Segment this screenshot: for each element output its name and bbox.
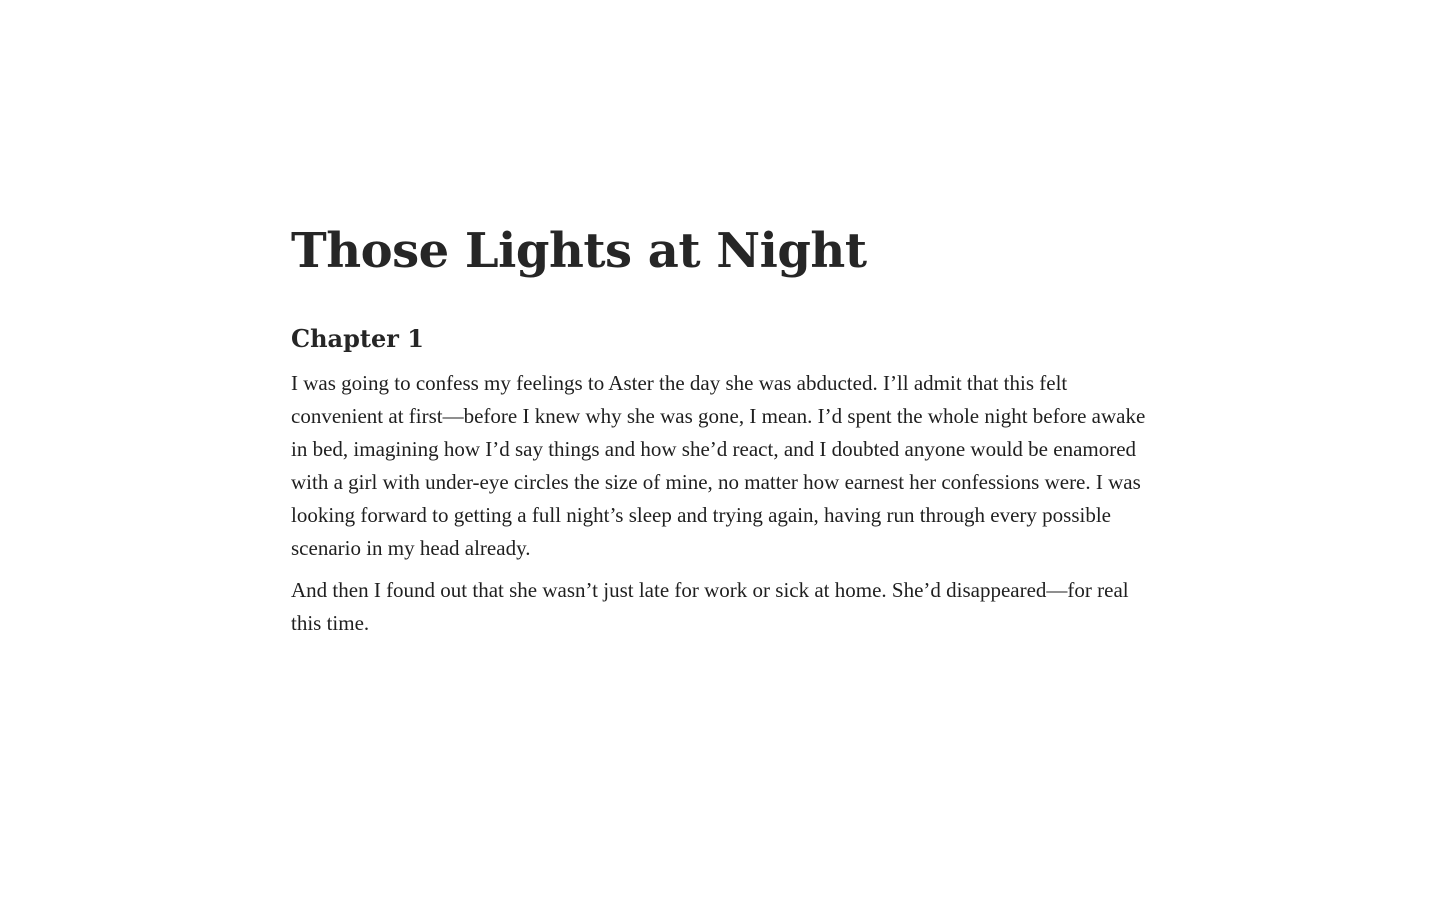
body-paragraph: And then I found out that she wasn’t just late for work or sick at home. She’d disappeared—for real this time. (291, 578, 1129, 635)
chapter-heading: Chapter 1 (291, 324, 424, 353)
article (291, 218, 1151, 640)
post-title: Those Lights at Night (291, 223, 867, 279)
body-paragraph: I was going to confess my feelings to Aster the day she was abducted. I’ll admit that this felt convenient at first—before I knew why she was gone, I mean. I’d spent the whole night before awake in bed, imagining how I’d say things and how she’d react, and I doubted anyone would be enamored with a girl with under-eye circles the size of mine, no matter how earnest her confessions were. I was looking forward to getting a full night’s sleep and trying again, having run through every possible scenario in my head already. (291, 371, 1146, 560)
